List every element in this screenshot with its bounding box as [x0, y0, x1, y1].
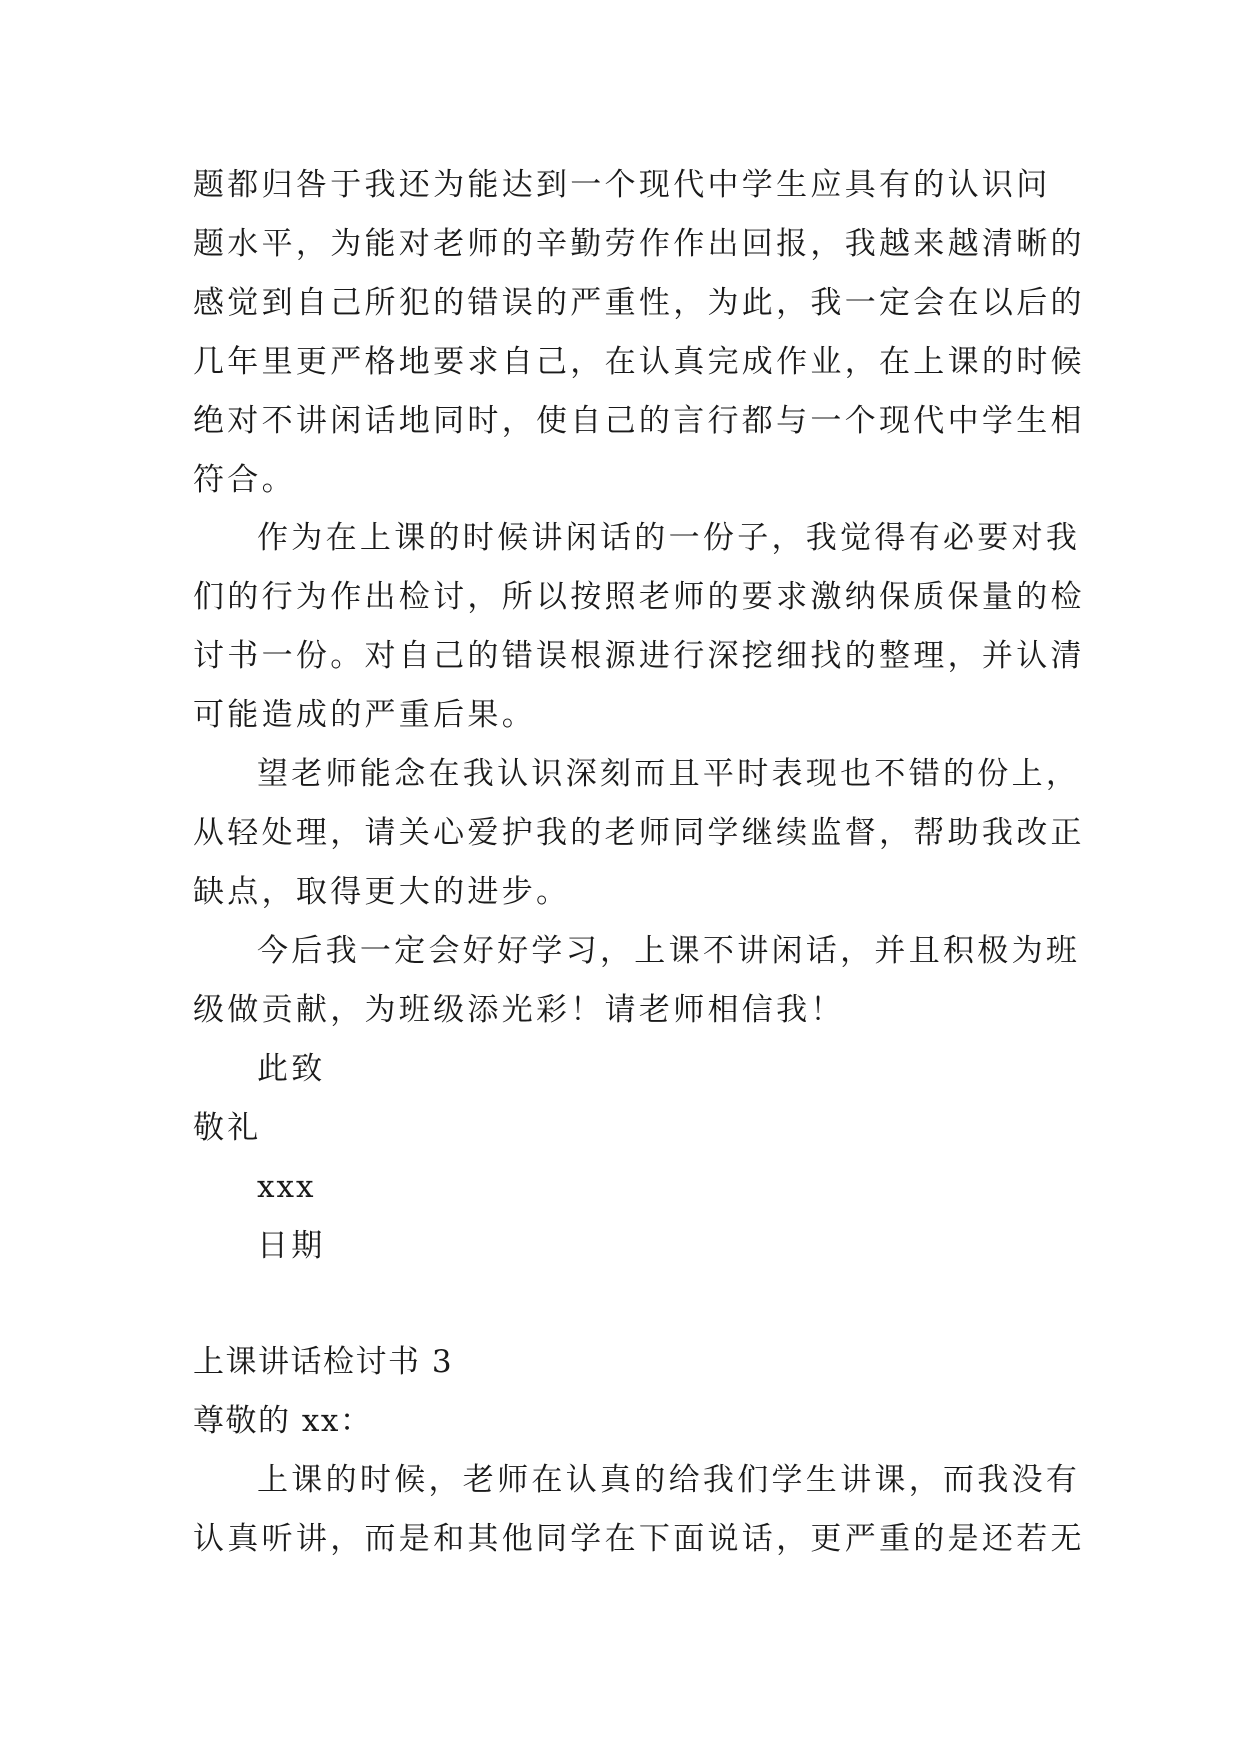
closing-respect: 敬礼 [193, 1110, 262, 1146]
paragraph-1-line-1: 题都归咎于我还为能达到一个现代中学生应具有的认识问 [193, 167, 1051, 203]
paragraph-2-line-1: 作为在上课的时候讲闲话的一份子，我觉得有必要对我 [257, 520, 1081, 556]
paragraph-1-line-5: 绝对不讲闲话地同时，使自己的言行都与一个现代中学生相 [193, 403, 1085, 439]
paragraph-1-line-3: 感觉到自己所犯的错误的严重性，为此，我一定会在以后的 [193, 285, 1085, 321]
paragraph-4-line-2: 级做贡献，为班级添光彩！请老师相信我！ [193, 992, 845, 1028]
date: 日期 [257, 1228, 326, 1264]
paragraph-2-line-2: 们的行为作出检讨，所以按照老师的要求激纳保质保量的检 [193, 579, 1085, 615]
section-3-line-2: 认真听讲，而是和其他同学在下面说话，更严重的是还若无 [193, 1521, 1085, 1557]
paragraph-3-line-2: 从轻处理，请关心爱护我的老师同学继续监督，帮助我改正 [193, 815, 1085, 851]
section-3-line-1: 上课的时候，老师在认真的给我们学生讲课，而我没有 [257, 1462, 1081, 1498]
closing-salutation: 此致 [257, 1051, 326, 1087]
paragraph-1-line-4: 几年里更严格地要求自己，在认真完成作业，在上课的时候 [193, 344, 1085, 380]
paragraph-1-line-6: 符合。 [193, 462, 296, 498]
paragraph-3-line-3: 缺点，取得更大的进步。 [193, 874, 571, 910]
paragraph-1-line-2: 题水平，为能对老师的辛勤劳作作出回报，我越来越清晰的 [193, 226, 1085, 262]
paragraph-4-line-1: 今后我一定会好好学习，上课不讲闲话，并且积极为班 [257, 933, 1081, 969]
signature: xxx [257, 1169, 316, 1205]
section-3-greeting: 尊敬的 xx： [193, 1403, 373, 1439]
paragraph-2-line-4: 可能造成的严重后果。 [193, 697, 536, 733]
paragraph-3-line-1: 望老师能念在我认识深刻而且平时表现也不错的份上， [257, 756, 1081, 792]
paragraph-2-line-3: 讨书一份。对自己的错误根源进行深挖细找的整理，并认清 [193, 638, 1085, 674]
section-3-title: 上课讲话检讨书 3 [193, 1344, 454, 1380]
